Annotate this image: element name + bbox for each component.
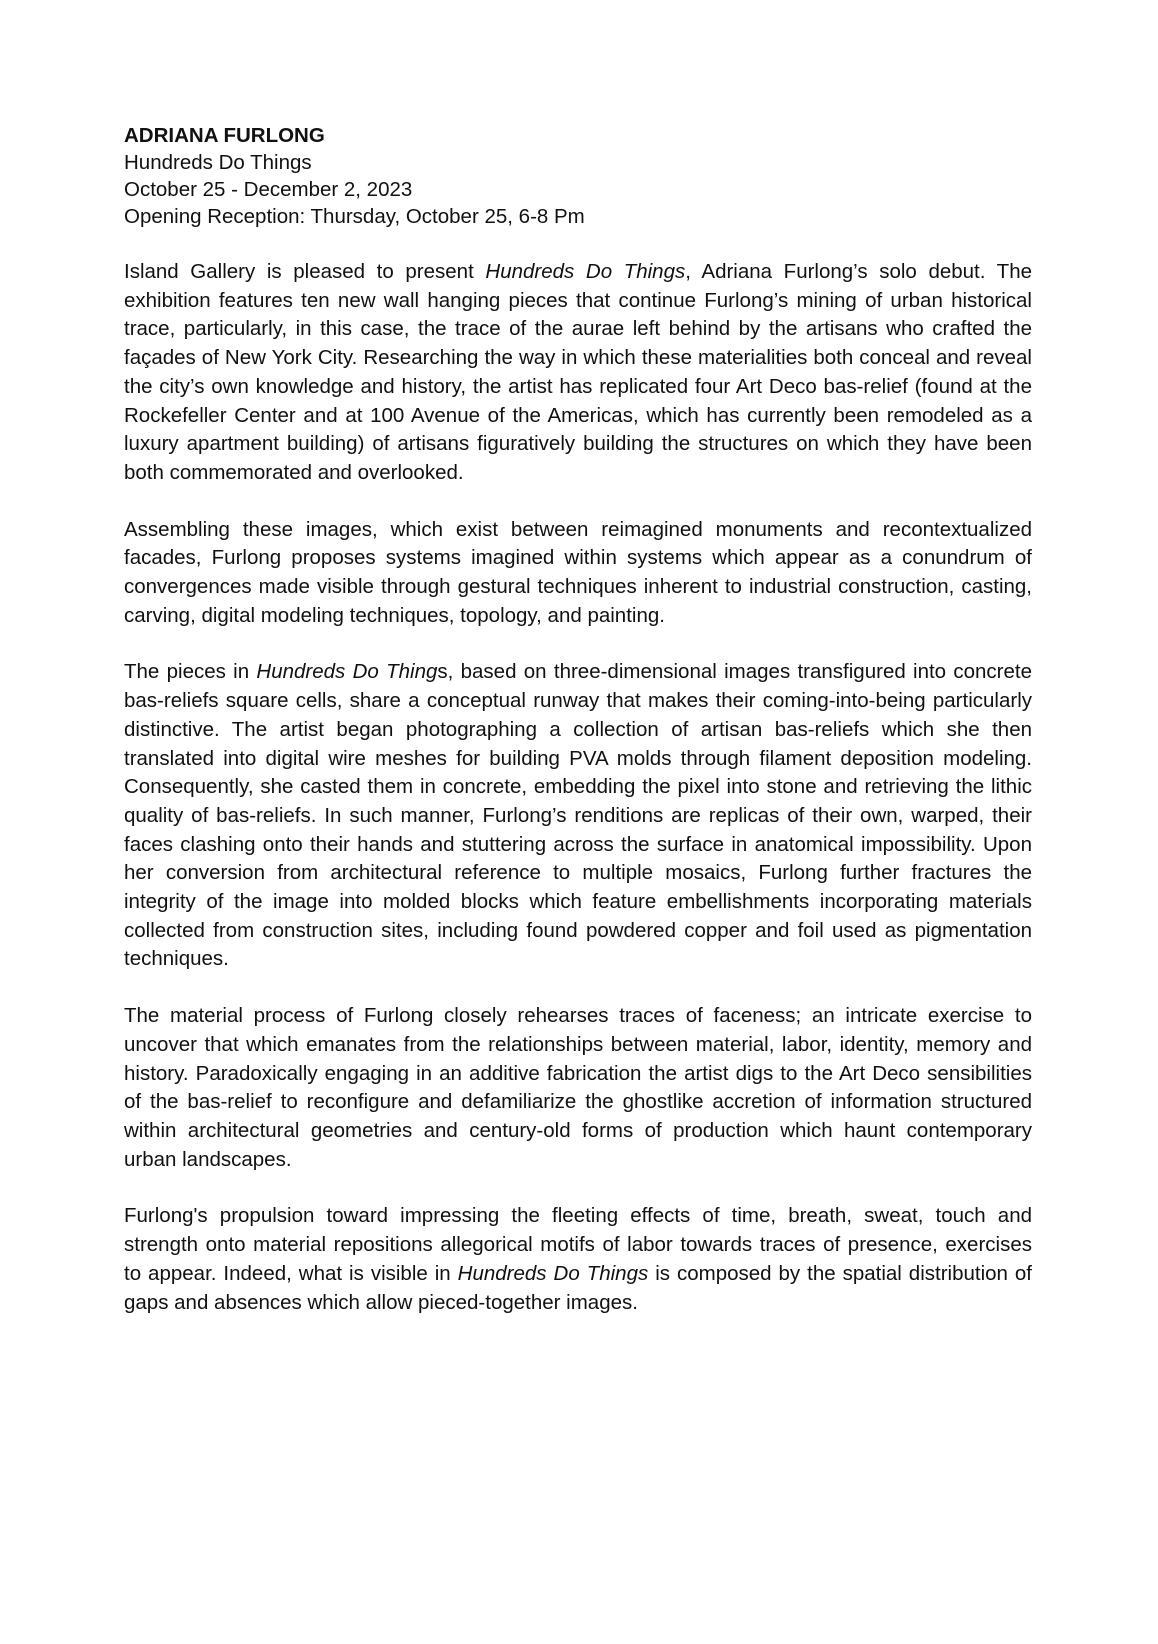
document-page: [124, 122, 1032, 1317]
paragraph-5-text-c: is composed by the spatial distribution of gaps and absences which allow pieced-together images.: [124, 1261, 1033, 1314]
paragraph-5-text-a: Furlong's propulsion toward impressing the fleeting effects of time, breath, sweat, touch and strength onto material repositions allegorical motifs of labor towards traces of presence, exercises to appear. Indeed, what is visible in: [124, 1204, 1032, 1285]
paragraph-3-title-italic: Hundreds Do Thing: [256, 660, 438, 684]
paragraph-1-text-a: Island Gallery is pleased to present: [124, 260, 486, 283]
paragraph-3-text-c: s, based on three-dimensional images transfigured into concrete bas-reliefs square cells, share a conceptual runway that makes their coming-into-being particularly distinctive. The artist began photographing a collection of artisan bas-reliefs which she then translated into digital wire meshes for building PVA molds through filament deposition modeling. Consequently, she casted them in concrete, embedding the pixel into stone and retrieving the lithic quality of bas-reliefs. In such manner, Furlong’s renditions are replicas of their own, warped, their faces clashing onto their hands and stuttering across the surface in anatomical impossibility. Upon her conversion from architectural reference to multiple mosaics, Furlong further fractures the integrity of the image into molded blocks which feature embellishments incorporating materials collected from construction sites, including found powdered copper and foil used as pigmentation techniques.: [124, 660, 1033, 971]
paragraph-1-title-italic: Hundreds Do Things: [485, 260, 686, 283]
paragraph-2: [124, 516, 1032, 631]
paragraph-1-text-c: , Adriana Furlong’s solo debut. The exhibition features ten new wall hanging pieces that continue Furlong’s mining of urban historical trace, particularly, in this case, the trace of the aurae left behind by the artisans who crafted the façades of New York City. Researching the way in which these materialities both conceal and reveal the city’s own knowledge and history, the artist has replicated four Art Deco bas-relief (found at the Rockefeller Center and at 100 Avenue of the Americas, which has currently been remodeled as a luxury apartment building) of artisans figuratively building the structures on which they have been both commemorated and overlooked.: [124, 260, 1033, 484]
artist-name: ADRIANA FURLONG: [124, 124, 325, 147]
paragraph-4-text: The material process of Furlong closely rehearses traces of faceness; an intricate exercise to uncover that which emanates from the relationships between material, labor, identity, memory and history. Paradoxically engaging in an additive fabrication the artist digs to the Art Deco sensibilities of the bas-relief to reconfigure and defamiliarize the ghostlike accretion of information structured within architectural geometries and century-old forms of production which haunt contemporary urban landscapes.: [124, 1004, 1032, 1171]
paragraph-5: [124, 1202, 1032, 1317]
paragraph-1: [124, 258, 1032, 488]
opening-reception: Opening Reception: Thursday, October 25, 6-8 Pm: [124, 205, 585, 228]
exhibition-header: [124, 122, 1032, 230]
paragraph-5-title-italic: Hundreds Do Things: [457, 1261, 649, 1285]
exhibition-dates: October 25 - December 2, 2023: [124, 178, 413, 201]
paragraph-4: [124, 1002, 1032, 1174]
press-release-body: [124, 258, 1032, 1317]
exhibition-title: Hundreds Do Things: [124, 151, 312, 174]
paragraph-2-text: Assembling these images, which exist between reimagined monuments and recontextualized facades, Furlong proposes systems imagined within systems which appear as a conundrum of convergences made visible through gestural techniques inherent to industrial construction, casting, carving, digital modeling techniques, topology, and painting.: [124, 517, 1032, 627]
paragraph-3-text-a: The pieces in: [124, 660, 257, 684]
paragraph-3: [124, 658, 1032, 974]
